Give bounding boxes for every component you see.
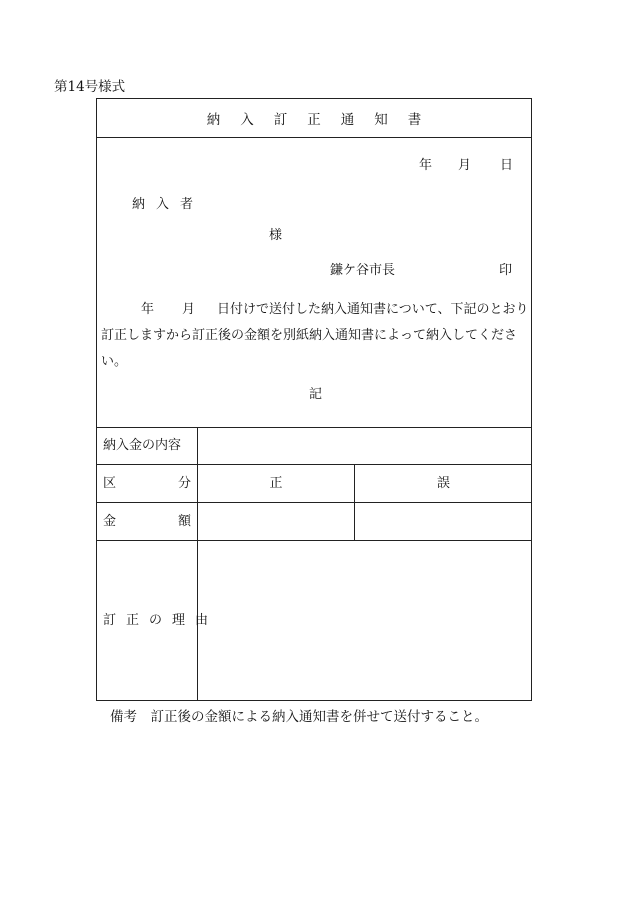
category-label — [103, 476, 191, 492]
category-label-char-1: 区 — [103, 476, 117, 491]
form-number: 第14号様式 — [54, 79, 126, 95]
correct-header: 正 — [269, 476, 283, 491]
body-line-3: い。 — [101, 354, 128, 369]
table-row-divider-3 — [97, 540, 531, 541]
notice-body — [101, 297, 529, 375]
amount-label — [103, 514, 191, 530]
body-year: 年 — [141, 302, 155, 317]
date-month-label: 月 — [458, 158, 472, 173]
table-label-column-divider — [197, 427, 198, 701]
wrong-header: 誤 — [436, 476, 450, 491]
date-day-label: 日 — [500, 158, 514, 173]
honorific-sama: 様 — [269, 228, 283, 243]
payer-label: 納入者 — [132, 197, 205, 212]
body-line-1 — [101, 297, 529, 323]
notice-form — [96, 98, 532, 701]
ki-heading: 記 — [309, 387, 323, 402]
reason-label: 訂正の理由 — [103, 613, 219, 628]
category-label-char-2: 分 — [177, 476, 191, 491]
table-row-divider-1 — [97, 464, 531, 465]
amount-label-char-2: 額 — [177, 514, 191, 529]
seal-mark: 印 — [499, 263, 513, 278]
table-row-divider-2 — [97, 502, 531, 503]
date-year-label: 年 — [419, 158, 433, 173]
form-title: 納入訂正通知書 — [97, 99, 531, 138]
table-top-border — [97, 427, 531, 428]
body-month: 月 — [182, 302, 196, 317]
remark-note: 備考 訂正後の金額による納入通知書を併せて送付すること。 — [110, 709, 488, 725]
content-label: 納入金の内容 — [103, 438, 182, 453]
amount-label-char-1: 金 — [103, 514, 117, 529]
body-line-2: 訂正しますから訂正後の金額を別紙納入通知書によって納入してくださ — [101, 328, 518, 343]
mayor-title: 鎌ケ谷市長 — [330, 263, 396, 278]
body-rest: 日付けで送付した納入通知書について、下記のとおり — [217, 302, 529, 317]
